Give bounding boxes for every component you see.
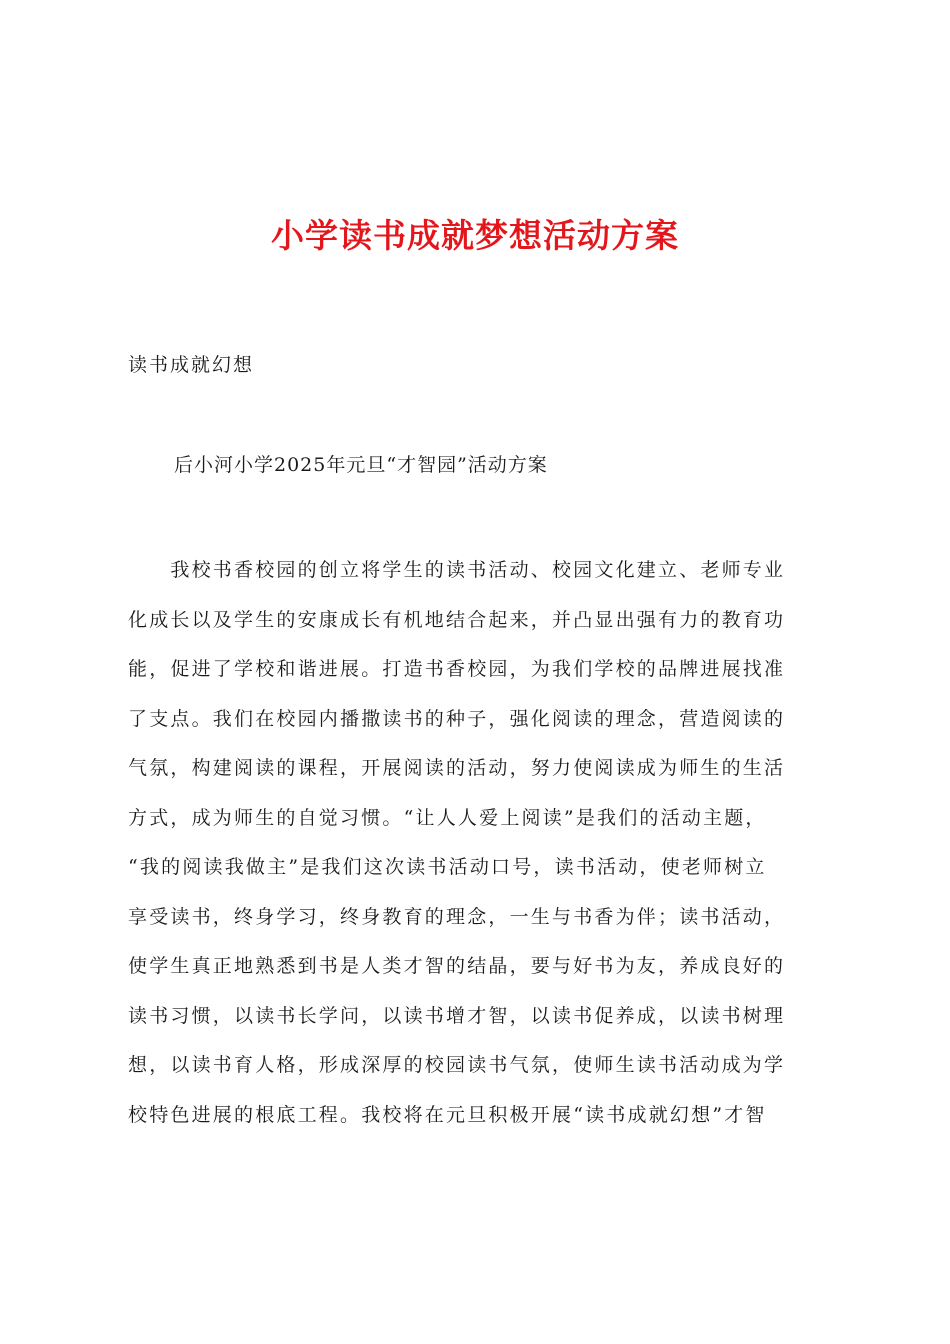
document-subtitle: 读书成就幻想 [128, 354, 255, 376]
paragraph-line: 我校书香校园的创立将学生的读书活动、校园文化建立、老师专业 [128, 559, 786, 581]
paragraph-line: 想，以读书育人格，形成深厚的校园读书气氛，使师生读书活动成为学 [128, 1054, 786, 1076]
paragraph-line: 享受读书，终身学习，终身教育的理念，一生与书香为伴；读书活动， [128, 905, 786, 928]
paragraph-line: 气氛，构建阅读的课程，开展阅读的活动，努力使阅读成为师生的生活 [128, 757, 786, 779]
paragraph-line: 读书习惯，以读书长学问，以读书增才智，以读书促养成，以读书树理 [128, 1004, 786, 1027]
paragraph-line: 了支点。我们在校园内播撒读书的种子，强化阅读的理念，营造阅读的 [128, 707, 786, 730]
paragraph-line: 能，促进了学校和谐进展。打造书香校园，为我们学校的品牌进展找准 [128, 658, 786, 680]
paragraph-line: 方式，成为师生的自觉习惯。“让人人爱上阅读”是我们的活动主题， [128, 806, 767, 829]
paragraph-line: “我的阅读我做主”是我们这次读书活动口号，读书活动，使老师树立 [128, 856, 767, 878]
activity-plan-heading: 后小河小学2025年元旦“才智园”活动方案 [174, 454, 548, 476]
paragraph-line: 使学生真正地熟悉到书是人类才智的结晶，要与好书为友，养成良好的 [128, 955, 786, 977]
paragraph-line: 校特色进展的根底工程。我校将在元旦积极开展“读书成就幻想”才智 [128, 1103, 767, 1126]
document-title: 小学读书成就梦想活动方案 [271, 216, 679, 255]
body-paragraph [128, 546, 831, 1140]
paragraph-line: 化成长以及学生的安康成长有机地结合起来，并凸显出强有力的教育功 [128, 608, 786, 631]
